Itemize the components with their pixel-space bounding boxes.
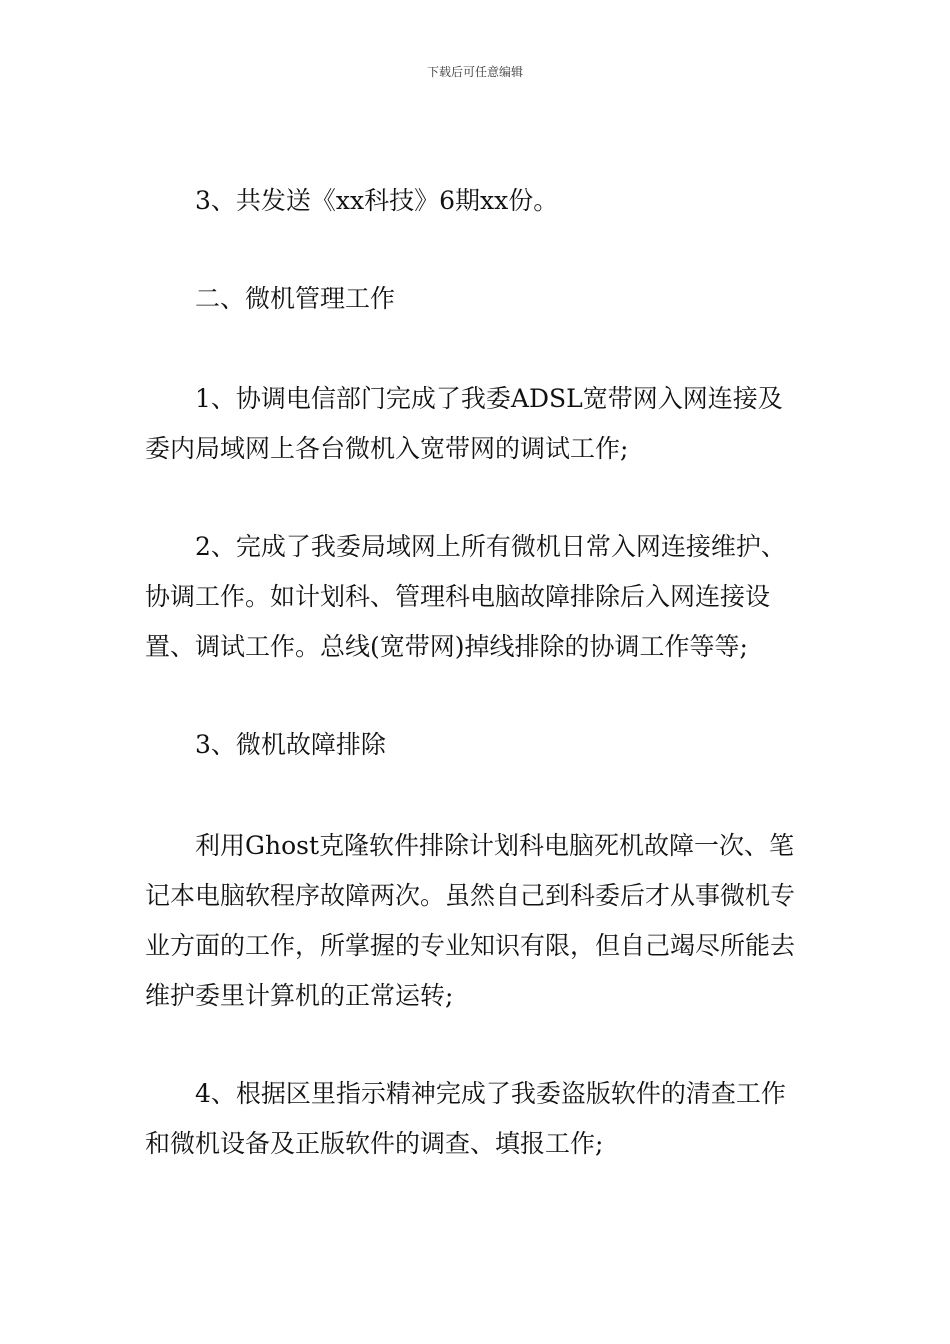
paragraph-ghost-repair: 利用Ghost克隆软件排除计划科电脑死机故障一次、笔记本电脑软程序故障两次。虽然自己到科委后才从事微机专业方面的工作，所掌握的专业知识有限，但自己竭尽所能去维护委里计算机的正常运转; xyxy=(145,831,796,1010)
paragraph-software-audit: 4、根据区里指示精神完成了我委盗版软件的清查工作和微机设备及正版软件的调查、填报工作; xyxy=(145,1079,786,1158)
paragraph-publication-count: 3、共发送《xx科技》6期xx份。 xyxy=(195,186,559,215)
section-heading-computer-management: 二、微机管理工作 xyxy=(195,284,396,313)
page-header: 下载后可任意编辑 xyxy=(426,65,523,79)
paragraph-lan-maintenance: 2、完成了我委局域网上所有微机日常入网连接维护、协调工作。如计划科、管理科电脑故障排除后入网连接设置、调试工作。总线(宽带网)掉线排除的协调工作等等; xyxy=(145,532,786,661)
subheading-troubleshooting: 3、微机故障排除 xyxy=(195,730,386,759)
paragraph-broadband-setup: 1、协调电信部门完成了我委ADSL宽带网入网连接及委内局域网上各台微机入宽带网的调试工作; xyxy=(145,384,783,463)
